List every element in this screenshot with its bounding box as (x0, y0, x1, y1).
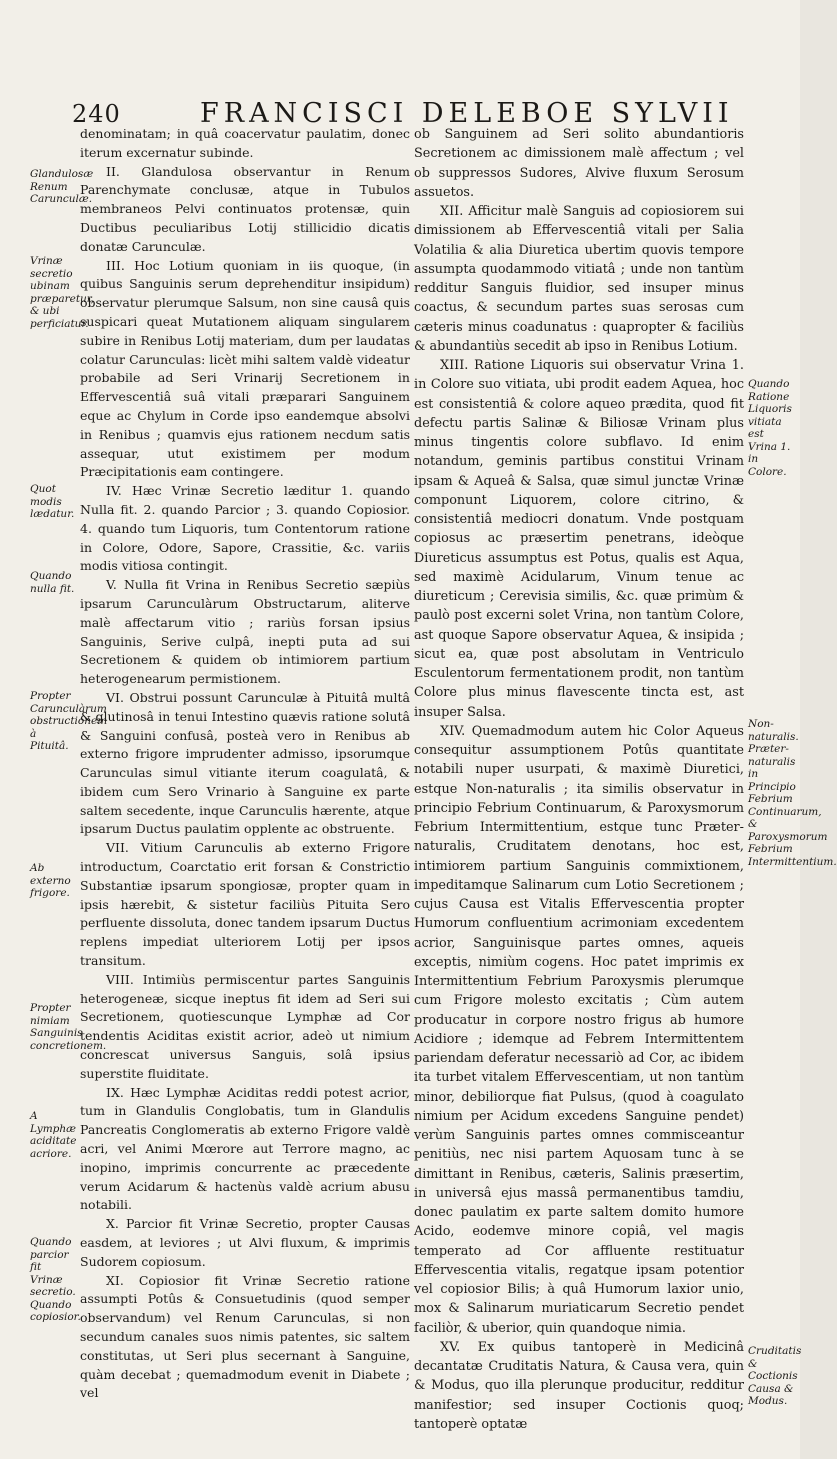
paragraph: denominatam; in quâ coacervatur paulatim, donec iterum excernatur subinde. (80, 126, 410, 160)
margin-note: Quando Ratione Liquoris vitiata est Vrina 1. in Colore. (748, 378, 792, 478)
paragraph: XI. Copiosior fit Vrinæ Secretio ratione assumpti Potûs & Consuetudinis (quod semper observandum) vel Renum Carunculas, si non secundum canales suos nimis patentes, sic saltem constitutas, ut Seri plus secernant à Sanguine, quàm decebat ; quemadmodum evenit in Diabete ; vel (80, 1272, 410, 1401)
margin-note: Glandulosæ Renum Carunculæ. (30, 168, 94, 205)
paragraph: III. Hoc Lotium quoniam in iis quoque, (in quibus Sanguinis serum deprehenditur insipidum) observatur plerumque Salsum, non sine causâ quis suspicari queat Mutationem aliquam singularem subire in Renibus Lotij materiam, dum per laudatas colatur Carunculas: licèt mihi saltem valdè videatur probabile ad Seri Vrinarij Secretionem in Effervescentiâ suâ vitali præparari Sanguinem eque ac Chylum in Corde ipso eandemque absolvi in Renibus ; quamvis ejus rationem necdum satis assequar, utut existimem per modum Præcipitationis eam contingere. (80, 257, 410, 480)
paragraph: X. Parcior fit Vrinæ Secretio, propter Causas easdem, at leviores ; ut Alvi fluxum, & imprimis Sudorem copiosum. (80, 1216, 410, 1269)
paragraph: VI. Obstrui possunt Carunculæ à Pituitâ multâ & glutinosâ in tenui Intestino quævis ratione solutâ & Sanguini confusâ, posteà vero in Renibus ab externo frigore imprudenter admisso, ipsorumque Carunculas simul vitiante iterum coagulatâ, & ibidem cum Sero Vrinario à Sanguine ex parte saltem secedente, inque Carunculis hærente, atque ipsarum Ductus paulatim opplente ac obstruente. (80, 689, 410, 837)
paragraph: VII. Vitium Carunculis ab externo Frigore introductum, Coarctatio erit forsan & Constrictio Substantiæ ipsarum spongiosæ, propter quam in ipsis hærebit, & sistetur faciliùs Pituita Sero perfluente dissoluta, donec tandem ipsarum Ductus replens impediat ulteriorem Lotij per ipsos transitum. (80, 840, 410, 969)
left-column (80, 125, 410, 1403)
paragraph: XIII. Ratione Liquoris sui observatur Vrina 1. in Colore suo vitiata, ubi prodit eadem Aquea, hoc est consistentiâ & colore aqueo prædita, quod fit defectu partis Salinæ & Biliosæ Vrinam plus minus tingentis colore subflavo. Id enim notandum, geminis partibus constitui Vrinam ipsam & Aqueâ & Salsa, quæ simul junctæ Vrinæ componunt Liquorem, colore citrino, & consistentiâ mediocri donatum. Vnde postquam copiosus ac præsertim penetrans, ideòque Diureticus assumptus est Potus, qualis est Aqua, sed maximè Acidularum, Vinum tenue ac diureticum ; Cerevisia similis, &c. quæ primùm & paulò post excerni solet Vrina, non tantùm Colore, ast quoque Sapore observatur Aquea, & insipida ; sicut ea, quæ post absolutam in Ventriculo Esculentorum fermentationem prodit, non tantùm Colore plus minus flavescente tincta est, ast insuper Salsa. (414, 358, 744, 720)
margin-note: Vrinæ secretio ubinam præparetur, & ubi perficiatur. (30, 255, 95, 330)
margin-note: Quando parcior fit Vrinæ secretio. Quando copiosior. (30, 1236, 81, 1323)
paragraph: VIII. Intimiùs permiscentur partes Sanguinis heterogeneæ, sicque ineptus fit idem ad Seri sui Secretionem, quotiescunque Lymphæ ad Cor tendentis Aciditas existit acrior, adeò ut nimium concrescat universus Sanguis, solâ ipsius superstite fluiditate. (80, 971, 410, 1081)
paragraph: XIV. Quemadmodum autem hic Color Aqueus consequitur assumptionem Potûs quantitate notabili nuper usurpati, & maximè Diuretici, estque Non-naturalis ; ita similis observatur in principio Febrium Continuarum, & Paroxysmorum Febrium Intermittentium, estque tunc Præter-naturalis, Cruditatem denotans, hoc est, intimiorem partium Sanguinis commixtionem, impeditamque Salinarum cum Lotio Secretionem ; cujus Causa est Vitalis Effervescentia propter Humorum confluentium acrimoniam excedentem acrior, Sanguinisque partes omnes, aqueis exceptis, nimiùm cogens. Hoc patet imprimis ex Intermittentium Febrium Paroxysmis plerumque cum Frigore molesto excitatis ; Cùm autem producatur in corpore nostro frigus ab humore Acidiore ; idemque ad Febrem Intermittentem pariendam deferatur necessariò ad Cor, ac ibidem ita turbet vitalem Effervescentiam, ut non tantùm minor, debiliorque fiat Pulsus, (quod à coagulato nimium per Acidum excedens Sanguine pendet) verùm Sanguinis partes omnes commisceantur penitiùs, nec nisi partem Aquosam tunc à se dimittant in Renibus, cæteris, Salinis præsertim, in universâ ejus massâ permanentibus tamdiu, donec paulatim ex parte saltem domito humore Acido, eodemve minore copiâ, vel magis temperato ad Cor affluente restituatur Effervescentia vitalis, regatque ipsam potentior vel copiosior Bilis; à quâ Humorum laxior unio, mox & Salinarum muriaticarum Secretio pendet faciliòr, & uberior, quin quandoque nimia. (414, 723, 744, 1336)
margin-note: Propter Carunculàrum obstructionem à Pituitâ. (30, 690, 108, 752)
paragraph: ob Sanguinem ad Seri solito abundantioris Secretionem ac dimissionem malè affectum ; vel ob suppressos Sudores, Alvive fluxum Serosum assuetos. (414, 127, 744, 200)
paragraph: II. Glandulosa observantur in Renum Parenchymate conclusæ, atque in Tubulos membraneos Pelvi continuatos protensæ, quin Ductibus peculiaribus Lotij stillicidio dicatis donatæ Carunculæ. (80, 163, 410, 254)
margin-note: Ab externo frigore. (30, 862, 71, 899)
right-column (414, 125, 744, 1434)
margin-note: Non-naturalis. Præter-naturalis in Principio Febrium Continuarum, & Paroxysmorum Febrium Intermittentium. (748, 718, 837, 868)
paragraph: IX. Hæc Lymphæ Aciditas reddi potest acrior, tum in Glandulis Conglobatis, tum in Glandulis Pancreatis Conglomeratis ab externo Frigore valdè acri, vel Animi Mœrore aut Terrore magno, ac inopino, imprimis concurrente ac præcedente verum Acidarum & hactenùs valdè acrium abusu notabili. (80, 1084, 410, 1213)
page-number: 240 (72, 100, 121, 128)
paragraph: IV. Hæc Vrinæ Secretio læditur 1. quando Nulla fit. 2. quando Parcior ; 3. quando Copiosior. 4. quando tum Liquoris, tum Contentorum ratione in Colore, Odore, Sapore, Crassitie, &c. variis modis vitiosa contingit. (80, 483, 410, 574)
margin-note: Cruditatis & Coctionis Causa & Modus. (748, 1345, 802, 1407)
margin-note: Quot modis lædatur. (30, 483, 75, 520)
running-title: FRANCISCI DELEBOE SYLVII (200, 98, 734, 129)
paragraph: V. Nulla fit Vrina in Renibus Secretio sæpiùs ipsarum Carunculàrum Obstructarum, aliterve malè affectarum vitio ; rariùs forsan ipsius Sanguinis, Serive culpâ, inepti puta ad sui Secretionem & quidem ob intimiorem partium heterogenearum permistionem. (80, 577, 410, 687)
margin-note: Quando nulla fit. (30, 570, 75, 595)
paragraph: XV. Ex quibus tantoperè in Medicinâ decantatæ Cruditatis Natura, & Causa vera, quin & Modus, quo illa plerunque producitur, redditur manifestior; sed insuper Coctionis quoq; tantoperè optatæ (414, 1339, 744, 1432)
paragraph: XII. Afficitur malè Sanguis ad copiosiorem sui dimissionem ab Effervescentiâ vitali per Salia Volatilia & alia Diuretica ubertim quovis tempore assumpta quodammodo vitiatâ ; unde non tantùm redditur Sanguis fluidior, sed insuper minus coactus, & secundum partes suas serosas cum cæteris minus coadunatus : quapropter & faciliùs & abundantiùs secedit ab ipso in Renibus Lotium. (414, 204, 744, 354)
margin-note: A Lymphæ aciditate acriore. (30, 1110, 77, 1160)
margin-note: Propter nimiam Sanguinis concretionem. (30, 1002, 107, 1052)
